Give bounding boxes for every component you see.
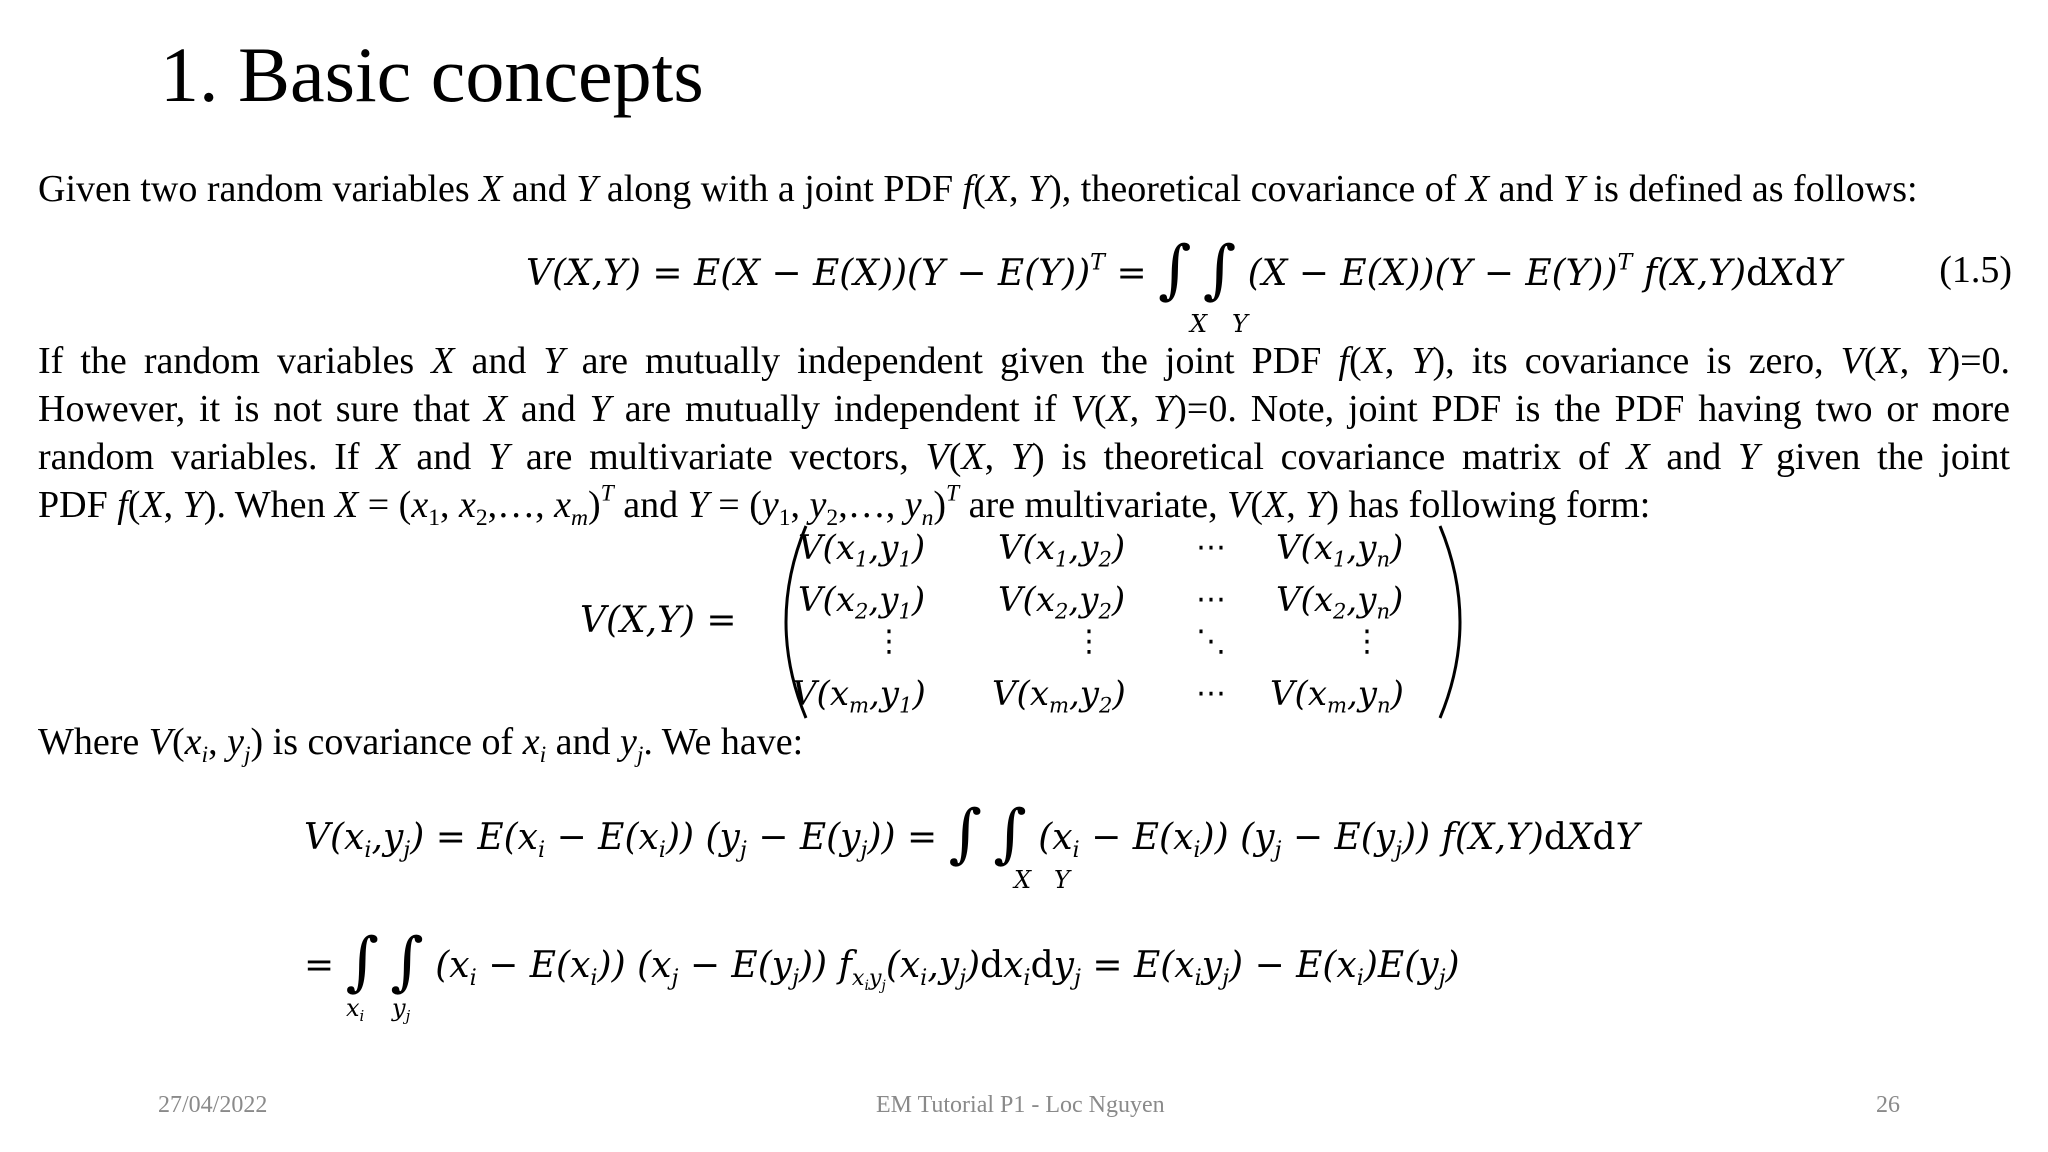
matrix-cell: $V(x_m,y_1)$ xyxy=(792,674,926,718)
matrix-cell: $V(x_2,y_n)$ xyxy=(1276,580,1404,624)
matrix-cell: ⋯ xyxy=(1196,676,1226,711)
matrix-cell: $V(x_m,y_2)$ xyxy=(992,674,1126,718)
equation-covariance-element: $V(x_i,y_j) = E(x_i - E(x_i)) (y_j - E(y_j))$ = ∫ ∫ $(x_i - E(x_i)) (y_j - E(y_j))$ f(X,Y)dXdY xyxy=(304,797,1640,871)
covariance-matrix xyxy=(580,528,1480,723)
para2-line4: PDF f(X, Y). When $X = (x_1$, $x_2,\dots$, $x_m)^T$ and $Y = (y_1$, $y_2,\dots$, $y_n)^T$ are multivariate, V(X, Y) has following form: xyxy=(38,480,1651,532)
equation-number: (1.5) xyxy=(1939,249,2012,291)
equation-covariance-expansion: = ∫ ∫ $(x_i - E(x_i)) (x_j - E(y_j)) f_{x_iy_j}(x_i,y_j)dx_idy_j = E(x_iy_j) - E(x_i)E(y_j)$ xyxy=(304,925,1460,999)
matrix-cell: ⋯ xyxy=(1196,530,1226,565)
integral-limit-y: Y xyxy=(1232,310,1248,338)
para2-line2: However, it is not sure that X and Y are mutually independent if V(X, Y)=0. Note, joint PDF is the PDF having two or more xyxy=(38,388,2010,430)
footer-date: 27/04/2022 xyxy=(158,1092,268,1118)
matrix-cell: ⋱ xyxy=(1196,624,1226,659)
where-paragraph: Where $V(x_i$, $y_j$) is covariance of $x_i$ and $y_j$. We have: xyxy=(38,721,804,769)
intro-paragraph: Given two random variables X and Y along with a joint PDF f(X, Y), theoretical covariance of X and Y is defined as follows: xyxy=(38,168,1918,210)
matrix-cell: ⋯ xyxy=(1196,582,1226,617)
matrix-cell: ⋮ xyxy=(874,624,904,659)
para2-line3: random variables. If X and Y are multivariate vectors, V(X, Y) is theoretical covariance matrix of X and Y given the joint xyxy=(38,436,2011,478)
matrix-cell: $V(x_2,y_1)$ xyxy=(798,580,926,624)
matrix-cell: $V(x_m,y_n)$ xyxy=(1270,674,1404,718)
matrix-cell: ⋮ xyxy=(1074,624,1104,659)
page-number: 26 xyxy=(1876,1092,1900,1118)
slide-title: 1. Basic concepts xyxy=(160,31,704,118)
para2-line1: If the random variables X and Y are mutually independent given the joint PDF f(X, Y), its covariance is zero, V(X, Y)=0. xyxy=(38,340,2011,382)
matrix-lhs: V(X,Y) = xyxy=(580,600,737,641)
matrix-cell: $V(x_1,y_1)$ xyxy=(798,528,926,572)
integral-limit-y: Y xyxy=(1054,866,1070,894)
matrix-cell: $V(x_1,y_2)$ xyxy=(998,528,1126,572)
matrix-cell: $V(x_1,y_n)$ xyxy=(1276,528,1404,572)
matrix-cell: ⋮ xyxy=(1352,624,1382,659)
integral-limit-x: X xyxy=(1014,866,1032,894)
independence-paragraph xyxy=(38,337,2011,532)
integral-limit-xi: $x_i$ xyxy=(346,994,365,1026)
integral-limit-yj: $y_j$ xyxy=(392,994,411,1026)
equation-1-5: $V(X,Y) = E(X - E(X))(Y - E(Y))^T$ = ∫ ∫ $(X - E(X))(Y - E(Y))^T$ f(X,Y)dXdY xyxy=(526,233,1842,307)
matrix-cell: $V(x_2,y_2)$ xyxy=(998,580,1126,624)
footer-title: EM Tutorial P1 - Loc Nguyen xyxy=(876,1092,1165,1118)
integral-limit-x: X xyxy=(1190,310,1208,338)
right-parenthesis xyxy=(1432,522,1488,722)
